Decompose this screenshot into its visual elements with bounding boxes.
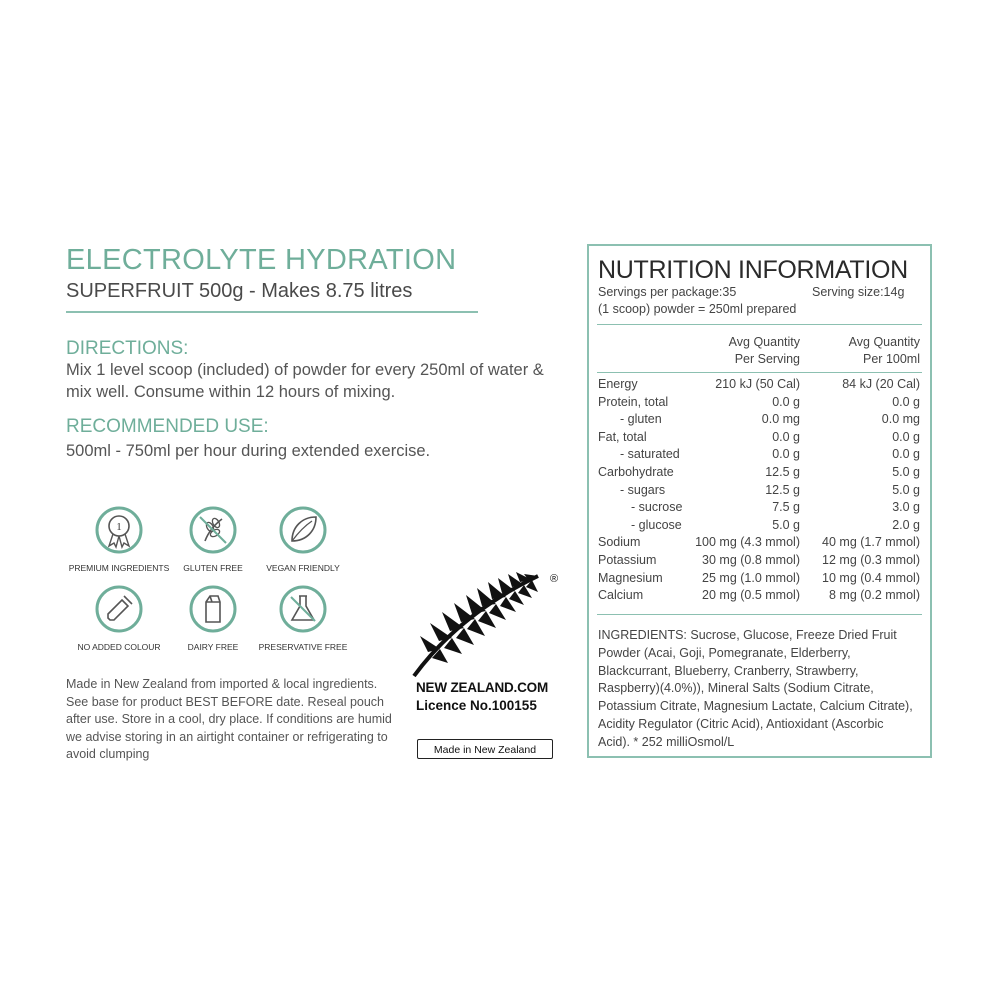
nutrient-name: Protein, total [598,394,669,409]
gluten-free-icon [188,505,238,555]
product-title: ELECTROLYTE HYDRATION [66,244,457,276]
storage-note: Made in New Zealand from imported & local ingredients. See base for product BEST BEFORE date. Reseal pouch after use. Store in a cool, dry place. If conditions are humid we advise storing in an airtight container or refrigerating to avoid clumping [66,677,392,761]
nutrition-divider [597,614,922,615]
nz-site-text: NEW ZEALAND.COM [416,680,548,695]
flask-icon [278,584,328,634]
col-header-line: Avg Quantity [728,335,800,349]
nutrition-row [598,588,920,606]
per-100ml-value: 40 mg (1.7 mmol) [822,535,920,550]
recommended-text: 500ml - 750ml per hour during extended exercise. [66,442,431,460]
nutrition-row [598,535,920,553]
badge-label: GLUTEN FREE [183,563,243,573]
directions-heading: DIRECTIONS: [66,338,189,359]
nutrient-name: - gluten [620,412,662,427]
directions-text: Mix 1 level scoop (included) of powder for every 250ml of water & mix well. Consume within 12 hours of mixing. [66,361,544,401]
nutrition-row [598,500,920,518]
per-100ml-value: 0.0 g [892,394,920,409]
made-in-nz-badge: Made in New Zealand [417,739,553,759]
badge-label: NO ADDED COLOUR [77,642,161,652]
per-serving-value: 7.5 g [772,500,800,515]
per-100ml-value: 2.0 g [892,517,920,532]
per-serving-value: 0.0 g [772,429,800,444]
nutrition-row [598,447,920,465]
nutrition-row [598,377,920,395]
per-serving-value: 20 mg (0.5 mmol) [702,588,800,603]
per-serving-value: 25 mg (1.0 mmol) [702,570,800,585]
badge-preservative-free [243,584,363,652]
dropper-icon [94,584,144,634]
nutrition-row [598,571,920,589]
per-100ml-value: 0.0 g [892,447,920,462]
per-100ml-value: 5.0 g [892,465,920,479]
product-subtitle: SUPERFRUIT 500g - Makes 8.75 litres [66,280,413,302]
per-serving-value: 12.5 g [765,465,800,479]
badge-label: PREMIUM INGREDIENTS [68,563,170,573]
col-header-line: Avg Quantity [848,335,920,349]
per-100ml-value: 3.0 g [892,500,920,515]
per-serving-value: 100 mg (4.3 mmol) [695,535,800,550]
nutrition-row [598,412,920,430]
badge-label: PRESERVATIVE FREE [258,642,348,652]
nutrient-name: - glucose [631,517,682,532]
nutrient-name: Magnesium [598,570,663,585]
nutrition-row [598,430,920,448]
nutrient-name: Energy [598,377,638,391]
per-100ml-value: 12 mg (0.3 mmol) [822,553,920,567]
nutrient-name: Potassium [598,553,657,567]
nutrition-row [598,465,920,483]
servings-per-package: Servings per package:35 [598,285,737,299]
licence-text: Licence No.100155 [416,698,537,713]
title-divider [66,311,478,313]
milk-carton-icon [188,584,238,634]
nutrient-name: - sugars [620,482,666,497]
scoop-note: (1 scoop) powder = 250ml prepared [598,302,797,316]
col-per-100ml-header [820,334,920,368]
col-header-line: Per 100ml [863,352,920,366]
col-header-line: Per Serving [734,352,800,366]
nutrient-name: Fat, total [598,429,647,444]
per-100ml-value: 84 kJ (20 Cal) [842,377,920,391]
nutrition-divider [597,324,922,325]
per-serving-value: 0.0 mg [761,412,800,427]
per-100ml-value: 10 mg (0.4 mmol) [822,570,920,585]
col-per-serving-header [700,334,800,368]
per-100ml-value: 0.0 g [892,429,920,444]
premium-ribbon-icon [94,505,144,555]
per-100ml-value: 8 mg (0.2 mmol) [829,588,920,603]
nutrition-row [598,553,920,571]
badge-label: VEGAN FRIENDLY [266,563,340,573]
nutrition-divider [597,372,922,373]
per-serving-value: 5.0 g [772,517,800,532]
badge-label: DAIRY FREE [187,642,239,652]
per-serving-value: 0.0 g [772,447,800,462]
per-serving-value: 30 mg (0.8 mmol) [702,553,800,567]
registered-mark: ® [550,573,559,585]
nutrient-name: Carbohydrate [598,465,674,479]
per-serving-value: 12.5 g [765,482,800,497]
nutrition-title: NUTRITION INFORMATION [598,256,908,284]
nutrient-name: Calcium [598,588,644,603]
serving-size: Serving size:14g [812,285,905,299]
per-100ml-value: 5.0 g [892,482,920,497]
per-serving-value: 0.0 g [772,394,800,409]
per-100ml-value: 0.0 mg [881,412,920,427]
ingredients-text: INGREDIENTS: Sucrose, Glucose, Freeze Dried Fruit Powder (Acai, Goji, Pomegranate, Elderberry, Blackcurrant, Blueberry, Cranberry, Strawberry, Raspberry)(4.0%)), Mineral Salts (Sodium Citrate, Potassium Citrate, Magnesium Lactate, Calcium Citrate), Acidity Regulator (Citric Acid), Antioxidant (Ascorbic Acid). * 252 milliOsmol/L [598,628,913,749]
nutrition-row [598,518,920,536]
recommended-heading: RECOMMENDED USE: [66,416,269,437]
svg-text:1: 1 [116,521,122,533]
badge-vegan-friendly [243,505,363,573]
vegan-leaf-icon [278,505,328,555]
nutrient-name: Sodium [598,535,641,550]
nutrient-name: - saturated [620,447,680,462]
nutrition-row [598,483,920,501]
silver-fern-logo [412,568,562,680]
nutrient-name: - sucrose [631,500,683,515]
per-serving-value: 210 kJ (50 Cal) [715,377,800,391]
nutrition-row [598,395,920,413]
